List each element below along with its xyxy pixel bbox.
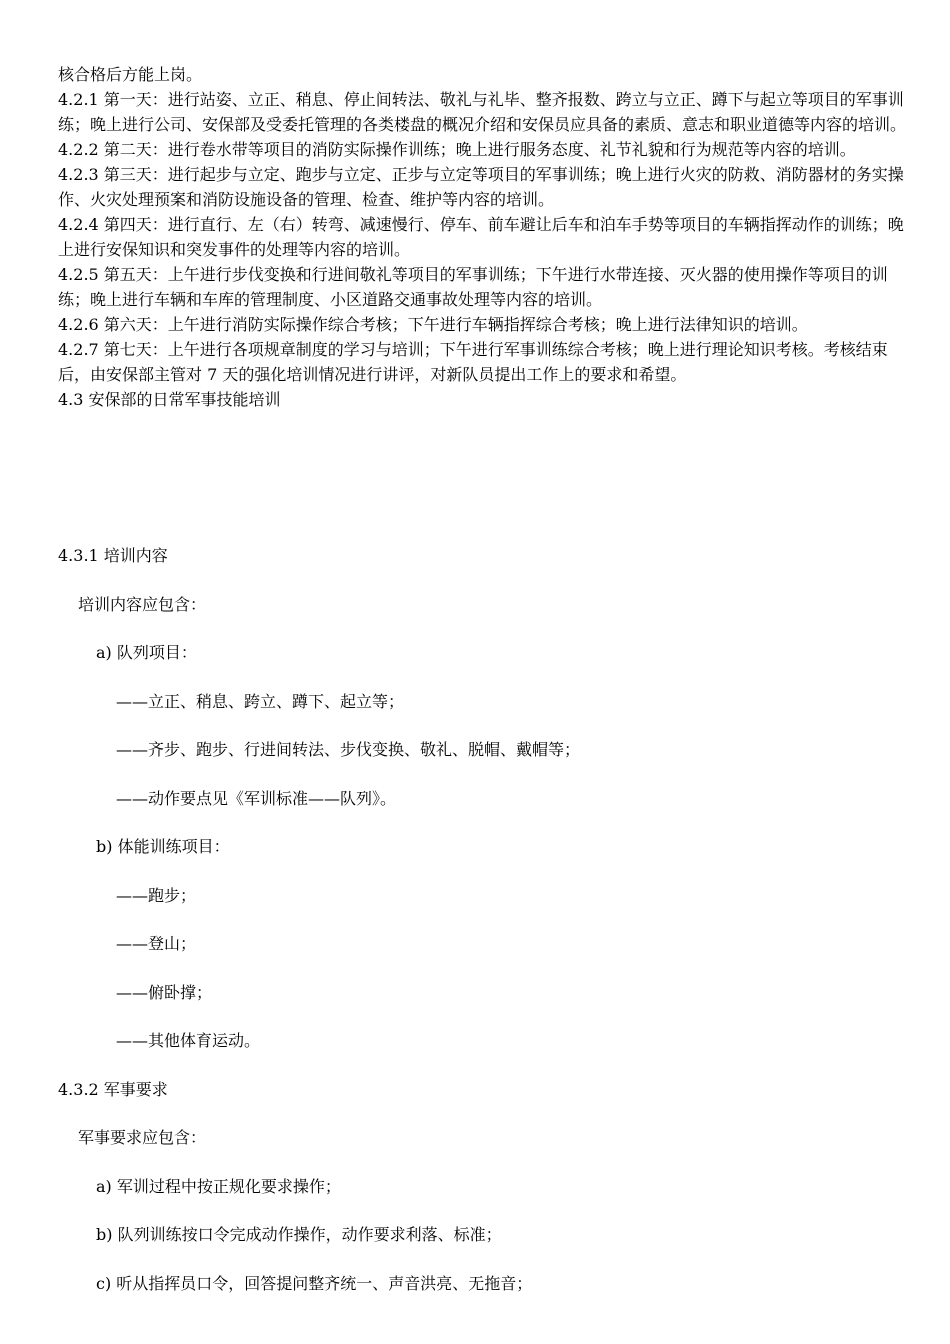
military-requirements-intro: 军事要求应包含：: [78, 1128, 207, 1147]
item-a-point: ——齐步、跑步、行进间转法、步伐变换、敬礼、脱帽、戴帽等；: [116, 740, 581, 759]
section-4-3-heading: 4.3 安保部的日常军事技能培训: [58, 390, 281, 409]
daily-training-section: [58, 532, 913, 1308]
item-b-point: ——跑步；: [116, 885, 197, 905]
requirement-item: a) 军训过程中按正规化要求操作；: [96, 1176, 341, 1196]
section-4-3-1-heading: 4.3.1 培训内容: [58, 546, 168, 565]
item-b-point: ——登山；: [116, 934, 197, 953]
item-b-point: ——俯卧撑；: [116, 982, 213, 1002]
requirement-item: b) 队列训练按口令完成动作操作，动作要求利落、标准；: [96, 1225, 502, 1244]
item-a-label: a) 队列项目：: [96, 643, 197, 662]
item-b-label: b) 体能训练项目：: [96, 837, 230, 856]
item-a-point: ——立正、稍息、跨立、蹲下、起立等；: [116, 691, 405, 711]
day-5-paragraph: 4.2.5 第五天：上午进行步伐变换和行进间敬礼等项目的军事训练；下午进行水带连接、灭火器的使用操作等项目的训练；晚上进行车辆和车库的管理制度、小区道路交通事故处理等内容的培训。: [58, 265, 888, 309]
day-7-paragraph: 4.2.7 第七天：上午进行各项规章制度的学习与培训；下午进行军事训练综合考核；晚上进行理论知识考核。考核结束后，由安保部主管对 7 天的强化培训情况进行讲评，对新队员提出工作上的要求和希望。: [58, 340, 888, 384]
item-b-point: ——其他体育运动。: [116, 1031, 261, 1050]
day-1-paragraph: 4.2.1 第一天：进行站姿、立正、稍息、停止间转法、敬礼与礼毕、整齐报数、跨立与立正、蹲下与起立等项目的军事训练；晚上进行公司、安保部及受委托管理的各类楼盘的概况介绍和安保员应具备的素质、意志和职业道德等内容的培训。: [58, 90, 907, 134]
day-6-paragraph: 4.2.6 第六天：上午进行消防实际操作综合考核；下午进行车辆指挥综合考核；晚上进行法律知识的培训。: [58, 315, 808, 334]
training-schedule-text: [58, 62, 913, 412]
day-2-paragraph: 4.2.2 第二天：进行卷水带等项目的消防实际操作训练；晚上进行服务态度、礼节礼貌和行为规范等内容的培训。: [58, 140, 856, 159]
continuation-line: 核合格后方能上岗。: [58, 65, 203, 84]
day-3-paragraph: 4.2.3 第三天：进行起步与立定、跑步与立定、正步与立定等项目的军事训练；晚上进行火灾的防救、消防器材的务实操作、火灾处理预案和消防设施设备的管理、检查、维护等内容的培训。: [58, 165, 904, 209]
item-a-point: ——动作要点见《军训标准——队列》。: [116, 788, 397, 808]
training-content-intro: 培训内容应包含：: [78, 594, 207, 614]
requirement-item: c) 听从指挥员口令，回答提问整齐统一、声音洪亮、无拖音；: [96, 1273, 533, 1293]
day-4-paragraph: 4.2.4 第四天：进行直行、左（右）转弯、减速慢行、停车、前车避让后车和泊车手势等项目的车辆指挥动作的训练；晚上进行安保知识和突发事件的处理等内容的培训。: [58, 215, 904, 259]
section-4-3-2-heading: 4.3.2 军事要求: [58, 1079, 168, 1099]
